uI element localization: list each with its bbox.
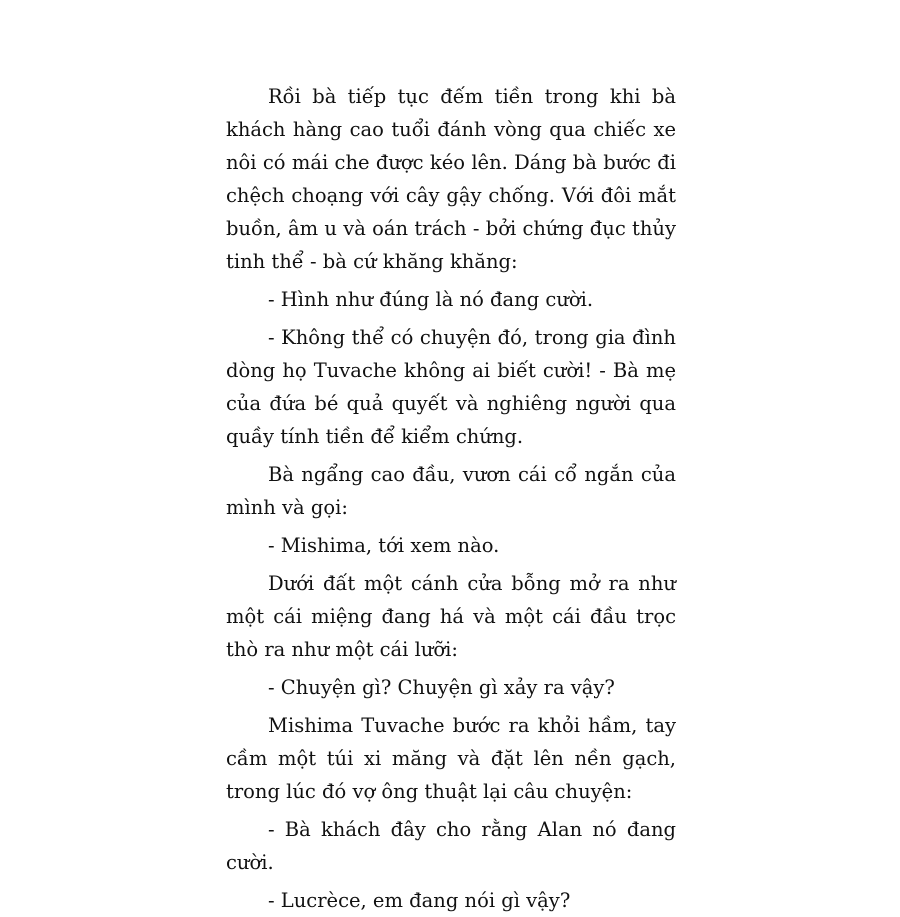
paragraph: - Chuyện gì? Chuyện gì xảy ra vậy? xyxy=(268,676,615,699)
paragraph: - Không thể có chuyện đó, trong gia đình dòng họ Tuvache không ai biết cười! - Bà mẹ của đứa bé quả quyết và nghiêng người qua quầy tính tiền để kiểm chứng. xyxy=(226,326,676,448)
paragraph: Bà ngẩng cao đầu, vươn cái cổ ngắn của mình và gọi: xyxy=(226,463,676,519)
paragraph: - Mishima, tới xem nào. xyxy=(268,534,500,557)
paragraph: Mishima Tuvache bước ra khỏi hầm, tay cầm một túi xi măng và đặt lên nền gạch, trong lúc đó vợ ông thuật lại câu chuyện: xyxy=(226,714,676,803)
paragraph: Dưới đất một cánh cửa bỗng mở ra như một cái miệng đang há và một cái đầu trọc thò ra như một cái lưỡi: xyxy=(226,572,676,661)
paragraph: Rồi bà tiếp tục đếm tiền trong khi bà khách hàng cao tuổi đánh vòng qua chiếc xe nôi có mái che được kéo lên. Dáng bà bước đi chệch choạng với cây gậy chống. Với đôi mắt buồn, âm u và oán trách - bởi chứng đục thủy tinh thể - bà cứ khăng khăng: xyxy=(226,85,676,273)
text-column xyxy=(226,80,676,917)
paragraph: - Bà khách đây cho rằng Alan nó đang cười. xyxy=(226,818,676,874)
paragraph: - Lucrèce, em đang nói gì vậy? xyxy=(268,889,571,912)
paragraph: - Hình như đúng là nó đang cười. xyxy=(268,288,594,311)
